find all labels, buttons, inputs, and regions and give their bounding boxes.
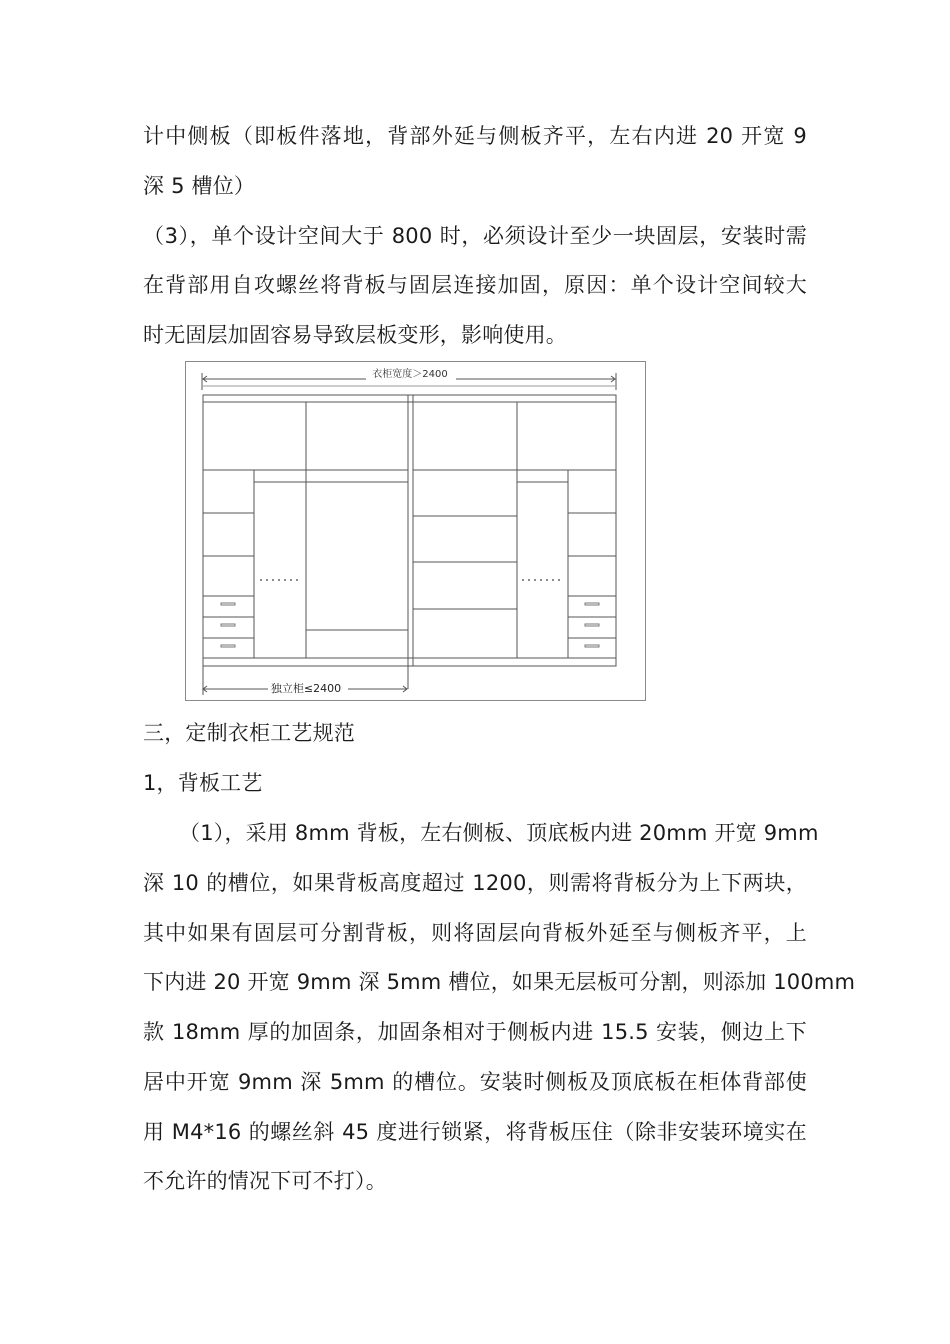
text-line: （1），采用 8mm 背板，左右侧板、顶底板内进 20mm 开宽 9mm [179,821,819,845]
bottom-dimension-label: 独立柜≤2400 [270,682,342,695]
drawer-handle [585,624,599,626]
text-line: 计中侧板（即板件落地，背部外延与侧板齐平，左右内进 20 开宽 9 [143,124,807,148]
text-line: 在背部用自攻螺丝将背板与固层连接加固，原因：单个设计空间较大 [143,273,807,297]
drawer-handle [585,645,599,647]
text-line: 时无固层加固容易导致层板变形，影响使用。 [143,323,567,347]
drawer-handle [221,645,235,647]
text-line: 不允许的情况下可不打）。 [143,1169,387,1193]
text-line: 其中如果有固层可分割背板，则将固层向背板外延至与侧板齐平，上 [143,921,807,945]
section-heading: 三，定制衣柜工艺规范 [143,721,355,745]
text-line: （3），单个设计空间大于 800 时，必须设计至少一块固层，安装时需 [143,224,807,248]
text-line: 深 5 槽位） [143,174,256,198]
drawer-handle [221,603,235,605]
subsection-heading: 1，背板工艺 [143,771,263,795]
text-line: 居中开宽 9mm 深 5mm 的槽位。安装时侧板及顶底板在柜体背部使 [143,1070,807,1094]
drawer-handle [221,624,235,626]
top-dimension-label: 衣柜宽度＞2400 [372,369,448,380]
cabinet-outline [203,395,616,666]
hanging-rail [260,579,560,581]
wardrobe-drawing [186,362,647,702]
text-line: 深 10 的槽位，如果背板高度超过 1200，则需将背板分为上下两块， [143,871,807,895]
wardrobe-diagram [185,361,646,701]
text-line: 用 M4*16 的螺丝斜 45 度进行锁紧，将背板压住（除非安装环境实在 [143,1120,807,1144]
text-line: 款 18mm 厚的加固条，加固条相对于侧板内进 15.5 安装，侧边上下 [143,1020,807,1044]
drawer-handle [585,603,599,605]
text-line: 下内进 20 开宽 9mm 深 5mm 槽位，如果无层板可分割，则添加 100mm [143,970,856,994]
